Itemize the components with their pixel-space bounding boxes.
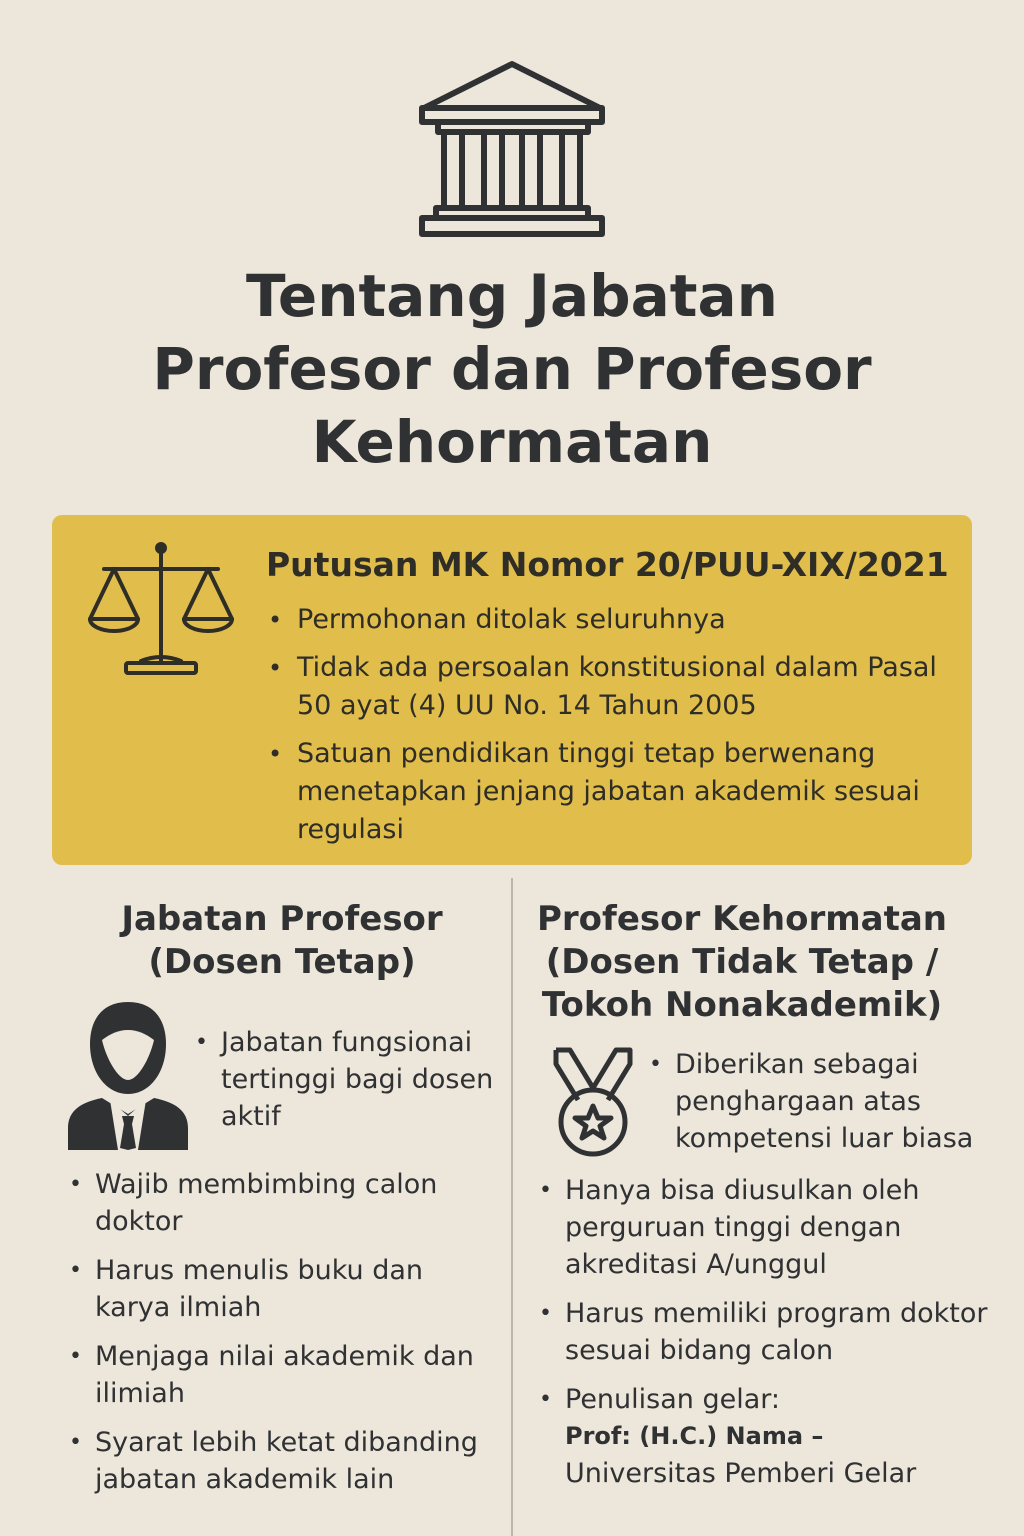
list-item: • Menjaga nilai akademik dan ilimiah [68, 1338, 498, 1412]
page-title [0, 260, 1024, 479]
left-title-line-1: Jabatan Profesor [121, 899, 443, 939]
scale-icon [86, 541, 236, 681]
list-item: • Tidak ada persoalan konstitusional dalam Pasal 50 ayat (4) UU No. 14 Tahun 2005 [266, 649, 956, 725]
building-icon [416, 60, 608, 240]
right-title-line-2: (Dosen Tidak Tetap / [545, 942, 939, 982]
list-item: • Hanya bisa diusulkan oleh perguruan tinggi dengan akreditasi A/unggul [538, 1172, 998, 1283]
list-item: • Permohonan ditolak seluruhnya [266, 601, 956, 639]
list-item: • Satuan pendidikan tinggi tetap berwenang menetapkan jenjang jabatan akademik sesuai regulasi [266, 735, 956, 849]
right-title-line-1: Profesor Kehormatan [536, 899, 947, 939]
title-line-2: Profesor dan Profesor [152, 335, 872, 403]
list-item: • Jabatan fungsionai tertinggi bagi dosen aktif [194, 1024, 494, 1135]
title-line-3: Kehormatan [311, 408, 713, 476]
left-title-line-2: (Dosen Tetap) [148, 942, 416, 982]
right-list [538, 1172, 998, 1504]
right-icon-list [648, 1046, 998, 1169]
title-line-1: Tentang Jabatan [246, 262, 778, 330]
list-item: • Diberikan sebagai penghargaan atas kompetensi luar biasa [648, 1046, 998, 1157]
list-item: • Wajib membimbing calon doktor [68, 1166, 498, 1240]
list-item: • Syarat lebih ketat dibanding jabatan akademik lain [68, 1424, 498, 1498]
list-item: • Harus menulis buku dan karya ilmiah [68, 1252, 498, 1326]
medal-icon [550, 1046, 636, 1160]
ruling-box [52, 515, 972, 865]
left-list [68, 1166, 498, 1510]
left-column-title [62, 898, 502, 984]
column-divider [511, 878, 513, 1536]
gelar-example-line-1: Prof: (H.C.) Nama – [565, 1422, 824, 1450]
ruling-list [266, 601, 956, 859]
ruling-title: Putusan MK Nomor 20/PUU-XIX/2021 [266, 545, 949, 584]
gelar-label: Penulisan gelar: [565, 1384, 780, 1415]
person-icon [66, 1000, 190, 1150]
right-column-title [522, 898, 962, 1027]
list-item: • Harus memiliki program doktor sesuai bidang calon [538, 1295, 998, 1369]
right-title-line-3: Tokoh Nonakademik) [541, 985, 943, 1025]
left-icon-list [194, 1024, 494, 1147]
gelar-example-line-2: Universitas Pemberi Gelar [565, 1458, 917, 1489]
list-item-gelar [538, 1381, 998, 1492]
